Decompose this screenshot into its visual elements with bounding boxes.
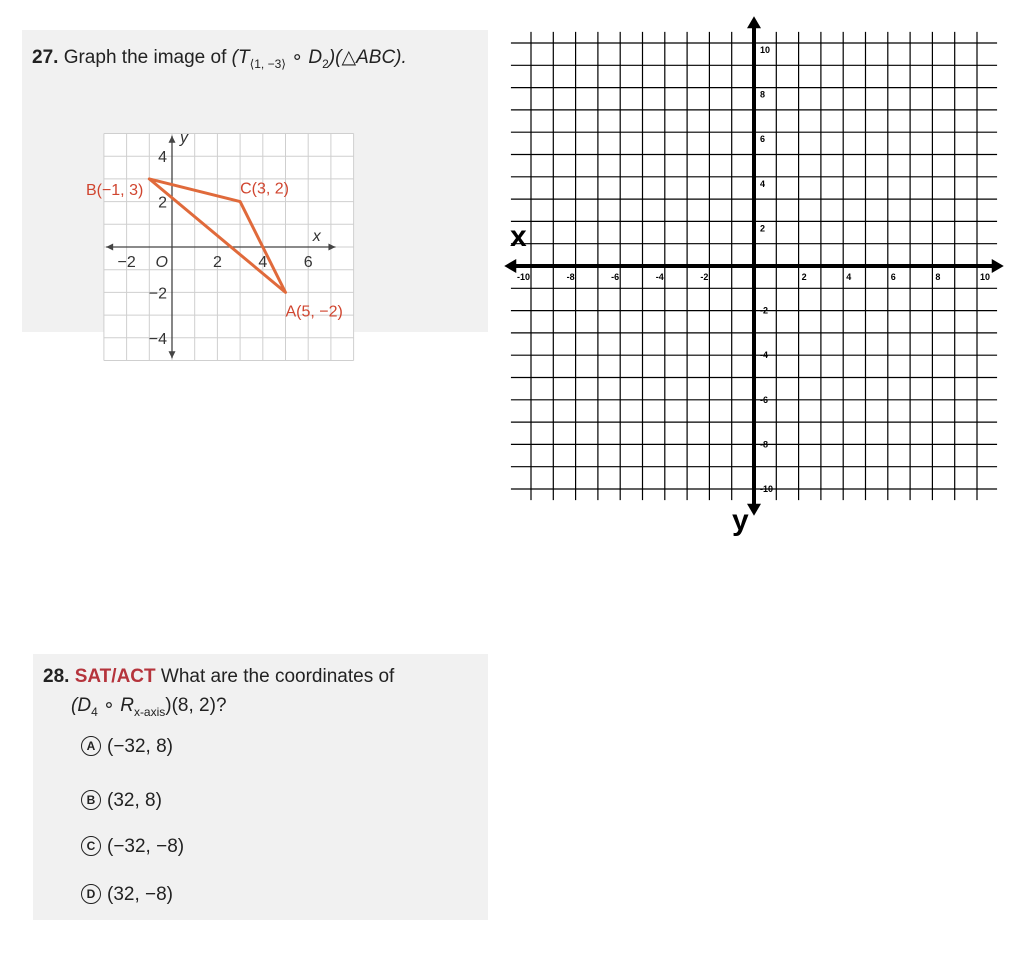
grid-y-tick-label: 4 [760,178,766,189]
choice-a-text: (−32, 8) [107,736,174,757]
expr-part: ∘ D [285,47,323,68]
problem-28-number: 28. [43,666,70,687]
problem-28-text: What are the coordinates of [160,666,395,687]
small-y-tick-label: −4 [148,330,167,348]
problem-27-number: 27. [32,47,59,68]
point-label-b: B(−1, 3) [85,181,144,199]
grid-x-tick-label: -2 [700,272,709,282]
point-label-a: A(5, −2) [285,303,343,321]
small-y-tick-label: 2 [158,194,167,212]
small-x-axis-label: x [312,228,321,245]
sat-act-tag: SAT/ACT [74,666,156,687]
grid-x-tick-label: -10 [516,272,530,282]
choice-c[interactable] [81,836,184,858]
choice-letter-c: C [81,836,101,856]
grid-y-tick-label: -8 [760,439,769,450]
choice-letter-d: D [81,884,101,904]
small-x-tick-label: 6 [303,254,313,271]
choice-d-text: (32, −8) [107,884,174,905]
small-x-tick-label: 2 [212,254,222,271]
grid-x-arrow-right [992,259,1004,273]
grid-x-tick-label: 2 [801,272,807,282]
expr-sub: 4 [91,704,98,719]
choice-letter-a: A [81,736,101,756]
y-axis-letter: y [732,504,749,537]
expr-sub: x-axis [133,704,166,719]
problem-28-panel [33,654,488,920]
small-x-tick-label: −2 [117,254,136,271]
grid-y-tick-label: 2 [760,223,766,234]
grid-x-arrow-left [504,259,516,273]
small-y-axis-label: y [180,129,188,147]
grid-x-tick-label: -8 [566,272,575,282]
grid-x-tick-label: -6 [611,272,620,282]
choice-a[interactable] [81,736,173,758]
expr-part: ∘ R [97,695,134,716]
grid-x-tick-label: 10 [980,272,991,282]
problem-27-text: Graph the image of [63,47,227,68]
choice-d[interactable] [81,884,173,906]
problem-28-prompt [43,666,394,688]
small-y-tick-label: −2 [148,285,167,303]
point-label-c: C(3, 2) [240,180,290,198]
x-axis-letter: x [510,220,527,253]
grid-y-tick-label: -2 [760,305,769,316]
grid-x-tick-label: 6 [890,272,896,282]
grid-x-tick-label: -4 [655,272,664,282]
expr-part: )(△ABC). [328,47,407,68]
grid-y-tick-label: 10 [760,45,771,55]
expr-part: )(8, 2)? [165,695,227,716]
grid-y-tick-label: -10 [760,484,774,494]
choice-b-text: (32, 8) [107,790,162,811]
triangle-abc-graph [22,85,488,348]
choice-letter-b: B [81,790,101,810]
grid-y-arrow-down [747,504,761,516]
problem-27-panel [22,30,488,348]
expr-sub: ⟨1, −3⟩ [249,56,286,71]
grid-axes [504,16,1004,516]
expr-part: (T [231,47,250,68]
choice-b[interactable] [81,790,162,812]
grid-x-tick-label: 4 [846,272,852,282]
problem-27-prompt [32,46,407,71]
small-y-tick-label: 4 [158,149,167,167]
blank-coordinate-grid [508,18,998,538]
expr-part: (D [71,695,92,716]
grid-y-arrow-up [747,16,761,28]
grid-y-tick-label: 8 [760,89,766,100]
grid-x-tick-label: 8 [935,272,941,282]
grid-y-tick-label: 6 [760,134,766,145]
grid-y-tick-label: -6 [760,394,769,405]
expr-sub: 2 [322,56,329,71]
problem-28-expression [71,694,227,719]
choice-c-text: (−32, −8) [107,836,185,857]
small-x-tick-label: 4 [258,254,268,271]
origin-label: O [155,254,169,271]
grid-y-tick-label: -4 [760,350,769,361]
